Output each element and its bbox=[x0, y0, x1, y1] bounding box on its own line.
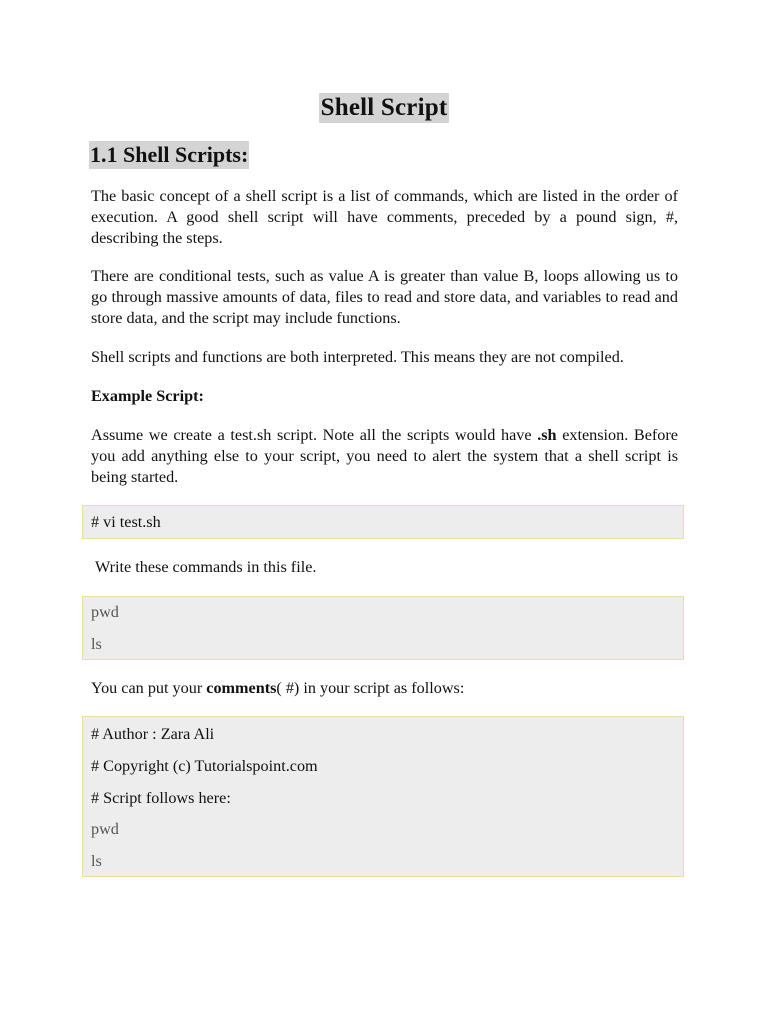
paragraph-intro: The basic concept of a shell script is a list of commands, which are listed in the order of execution. A good shell script will have comments, preceded by a pound sign, #, describing the steps. bbox=[91, 187, 678, 247]
paragraph-comments-text-1: You can put your bbox=[91, 679, 207, 697]
code-line: # Author : Zara Ali bbox=[91, 725, 215, 743]
paragraph-test-sh-text-2: extension. Before you add anything else to your script, you need to alert the system that a shell script is being started. bbox=[91, 426, 678, 486]
title-wrapper bbox=[0, 93, 768, 123]
paragraph-conditional-tests: There are conditional tests, such as value A is greater than value B, loops allowing us to go through massive amounts of data, files to read and store data, and variables to read and store data, and the script may include functions. bbox=[91, 267, 678, 327]
paragraph-write-commands: Write these commands in this file. bbox=[95, 558, 317, 576]
example-script-label: Example Script: bbox=[91, 387, 204, 405]
code-line: # Script follows here: bbox=[91, 789, 231, 807]
paragraph-comments bbox=[91, 678, 678, 699]
code-block-commented-script bbox=[82, 716, 684, 877]
code-line: pwd bbox=[91, 820, 119, 838]
code-line: # vi test.sh bbox=[91, 513, 161, 531]
sh-extension-text: .sh bbox=[537, 426, 557, 444]
code-line: # Copyright (c) Tutorialspoint.com bbox=[91, 757, 318, 775]
paragraph-interpreted: Shell scripts and functions are both interpreted. This means they are not compiled. bbox=[91, 348, 624, 366]
code-block-commands bbox=[82, 596, 684, 660]
paragraph-comments-text-2: ( #) in your script as follows: bbox=[276, 679, 465, 697]
paragraph-test-sh-text-1: Assume we create a test.sh script. Note all the scripts would have bbox=[91, 426, 538, 444]
document-title: Shell Script bbox=[320, 94, 448, 121]
code-line: pwd bbox=[91, 603, 119, 621]
section-heading: 1.1 Shell Scripts: bbox=[90, 142, 249, 167]
code-block-vi bbox=[82, 505, 684, 539]
paragraph-test-sh bbox=[91, 425, 678, 488]
comments-bold-text: comments bbox=[206, 679, 277, 697]
code-line: ls bbox=[91, 852, 102, 870]
code-line: ls bbox=[91, 635, 102, 653]
